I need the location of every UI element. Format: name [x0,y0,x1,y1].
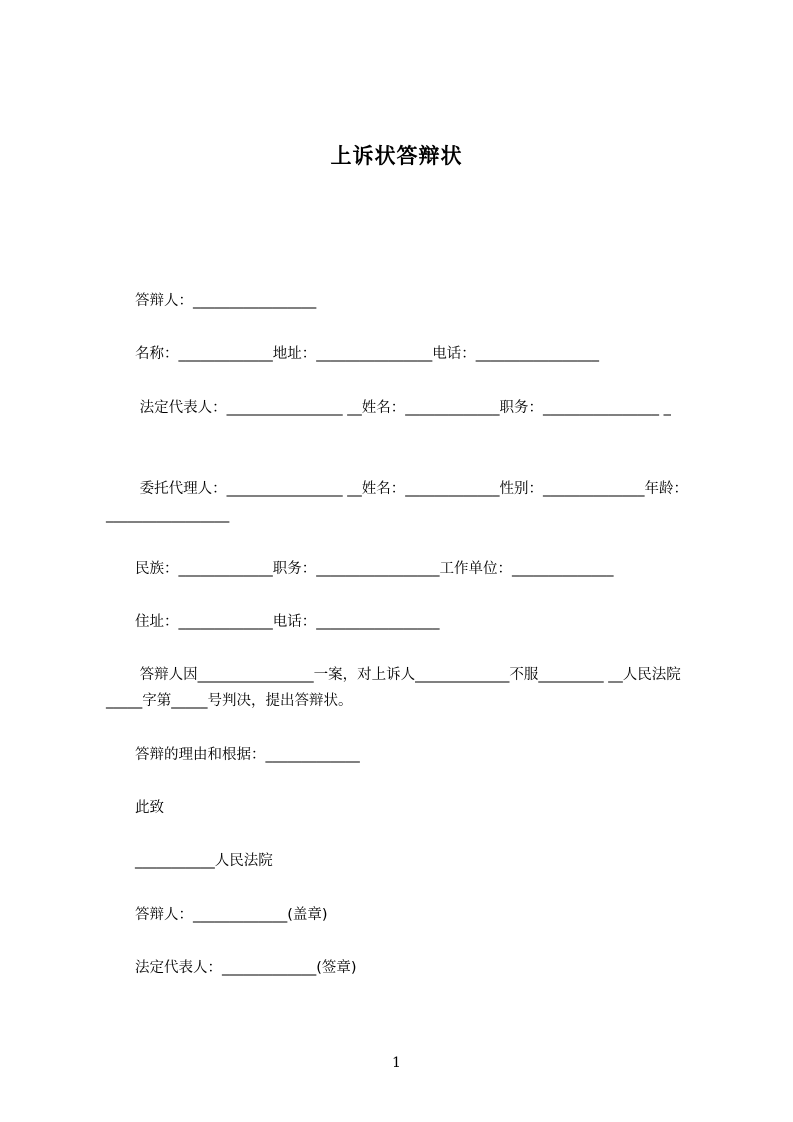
name-address-phone-line: 名称：_____________地址：________________电话：_________________ [106,346,599,362]
representative-signature-line: 法定代表人：_____________(签章) [106,960,357,976]
case-statement-paragraph: 答辩人因________________一案，对上诉人_____________不服_________ __人民法院_____字第_____号判决，提出答辩状。 [106,667,681,709]
authorized-agent-line: 委托代理人：________________ __姓名：_____________性别：______________年龄：_________________ [106,481,688,523]
respondent-line: 答辩人：_________________ [106,293,317,309]
salutation-line: 此致 [106,800,164,816]
respondent-seal-line: 答辩人：_____________(盖章) [106,907,328,923]
defense-reasons-line: 答辩的理由和根据：_____________ [106,747,360,763]
residence-phone-line: 住址：_____________电话：_________________ [106,614,440,630]
legal-representative-line: 法定代表人：________________ __姓名：_____________职务：________________ _ [106,400,671,416]
ethnicity-position-workplace-line: 民族：_____________职务：_________________工作单位：______________ [106,561,614,577]
document-title: 上诉状答辩状 [330,144,463,168]
court-line: ___________人民法院 [106,853,273,869]
page-number: 1 [392,1055,401,1071]
